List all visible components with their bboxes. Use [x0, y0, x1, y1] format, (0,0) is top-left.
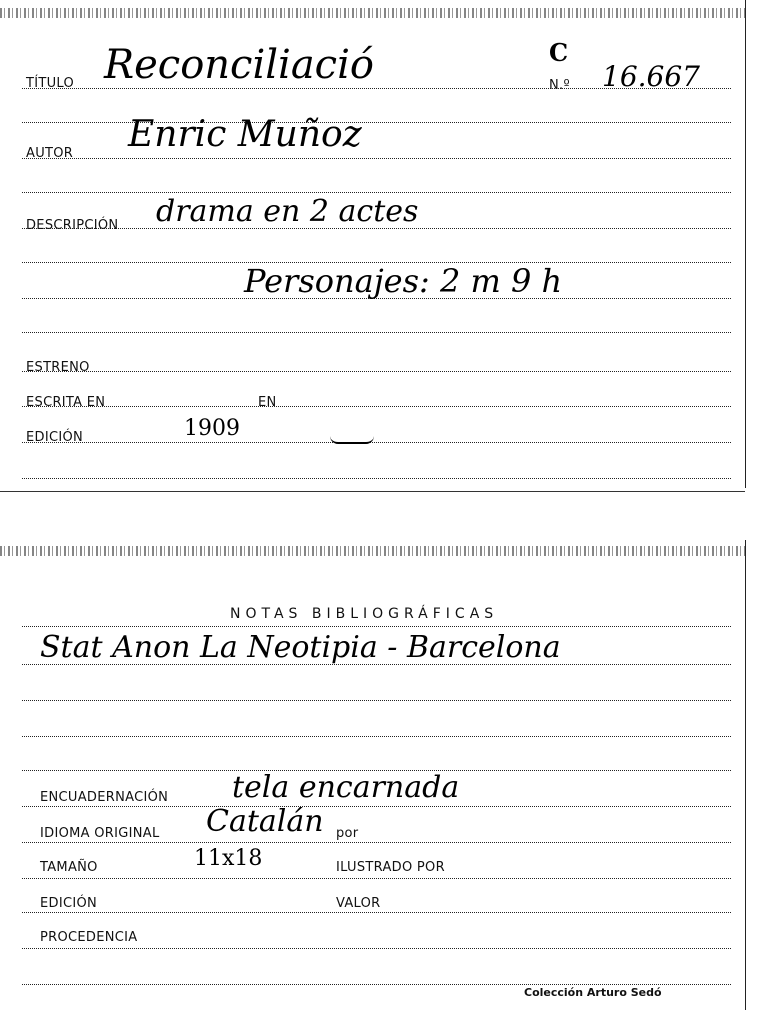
rule	[22, 948, 731, 949]
rule	[22, 736, 731, 737]
valor-label: VALOR	[336, 896, 381, 911]
ink-stroke	[330, 436, 374, 444]
rule	[22, 442, 731, 443]
estreno-label: ESTRENO	[26, 360, 90, 375]
idioma-value: Catalán	[206, 804, 324, 839]
numero-value: 16.667	[602, 60, 700, 93]
card-top-edge	[0, 546, 745, 556]
escrita-en-label: EN	[258, 395, 277, 410]
descripcion-label: DESCRIPCIÓN	[26, 218, 119, 233]
rule	[22, 878, 731, 879]
rule	[22, 332, 731, 333]
procedencia-label: PROCEDENCIA	[40, 930, 138, 945]
edicion-label: EDICIÓN	[26, 430, 84, 445]
titulo-label: TÍTULO	[26, 76, 75, 91]
titulo-value: Reconciliació	[104, 42, 374, 88]
autor-value: Enric Muñoz	[128, 114, 362, 155]
catalog-card-bottom	[0, 540, 746, 1010]
personajes-value: Personajes: 2 m 9 h	[244, 262, 563, 300]
rule	[22, 984, 731, 985]
tamano-label: TAMAÑO	[40, 860, 98, 875]
rule	[22, 806, 731, 807]
rule	[22, 478, 731, 479]
tamano-value: 11x18	[194, 846, 263, 871]
rule	[22, 700, 731, 701]
rule	[22, 626, 731, 627]
rule	[22, 406, 731, 407]
card-top-edge	[0, 8, 745, 18]
rule	[22, 912, 731, 913]
notas-value: Stat Anon La Neotipia - Barcelona	[40, 630, 561, 665]
rule	[22, 371, 731, 372]
ilustrado-label: ILUSTRADO POR	[336, 860, 445, 875]
autor-label: AUTOR	[26, 146, 74, 161]
por-label: por	[336, 826, 359, 841]
notas-title: NOTAS BIBLIOGRÁFICAS	[230, 606, 499, 622]
idioma-label: IDIOMA ORIGINAL	[40, 826, 160, 841]
rule	[22, 192, 731, 193]
rule	[22, 158, 731, 159]
numero-mark: C	[549, 38, 569, 67]
edicion-label-2: EDICIÓN	[40, 896, 98, 911]
catalog-card-top	[0, 0, 746, 488]
descripcion-value: drama en 2 actes	[156, 194, 419, 229]
collection-credit: Colección Arturo Sedó	[524, 986, 662, 999]
encuadernacion-label: ENCUADERNACIÓN	[40, 790, 169, 805]
escrita-label: ESCRITA EN	[26, 395, 106, 410]
edicion-value: 1909	[184, 416, 240, 441]
numero-label: N.º	[549, 78, 570, 93]
encuadernacion-value: tela encarnada	[232, 770, 460, 805]
card-separator	[0, 491, 745, 492]
rule	[22, 842, 731, 843]
